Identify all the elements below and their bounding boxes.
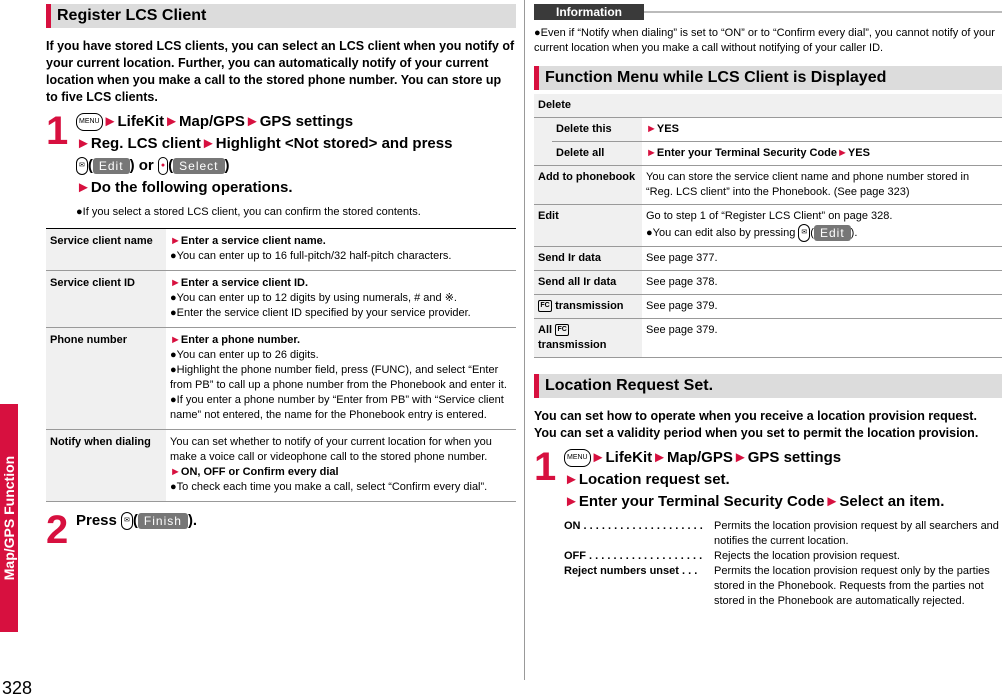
intro-text: If you have stored LCS clients, you can select an LCS client when you notify of your current location. Further, you can automatically notify of your current location when you make a call to the stored phone number. You can store up to five LCS clients. (46, 39, 515, 104)
page-number: 328 (2, 678, 33, 698)
location-step-1: 1 MENU ►LifeKit►Map/GPS►GPS settings ►Location request set. ►Enter your Terminal Security Code►Select an item. (534, 445, 945, 510)
side-tab (0, 404, 18, 632)
section-title-location: Location Request Set. (534, 374, 1002, 398)
section-title-register: Register LCS Client (46, 4, 516, 28)
select-softkey: Select (173, 158, 224, 174)
info-text: ●Even if “Notify when dialing” is set to “ON” or to “Confirm every dial”, you cannot notify of your current location when you make a call without notifying of your caller ID. (534, 27, 995, 54)
location-intro: You can set how to operate when you receive a location provision request. You can set a validity period when you set to permit the location provision. (534, 409, 979, 440)
step-1 (46, 111, 516, 199)
table-row: Service client name ►Enter a service client name. ●You can enter up to 16 full-pitch/32 half-pitch characters. (46, 229, 516, 271)
edit-softkey: Edit (93, 158, 130, 174)
felica-icon: FC (555, 324, 569, 336)
step-2: 2 Press ✉ ( Finish ). (46, 508, 198, 552)
section-title-function-menu: Function Menu while LCS Client is Displayed (534, 66, 1002, 90)
menu-key-icon: MENU (76, 113, 103, 131)
table-row: Phone number ►Enter a phone number. ●You can enter up to 26 digits. ●Highlight the phone number field, press (FUNC), and select “Enter from PB” to call up a phone number from the Phonebook and enter it. ●If you enter a phone number by “Enter from PB” with “Service client name” not entered, the name for the Phonebook entry is entered. (46, 328, 516, 430)
mail-key-icon: ✉ (121, 512, 133, 530)
settings-table (46, 228, 516, 502)
options-list: ON . . . . . . . . . . . . . . . . . . . . Permits the location provision request by all searchers and notifies the current location. OFF . . . . . . . . . . . . . . . . . . . Rejects the location provision request. Reject numbers unset . . . Permits the location provision request only by the parties stored in the Phonebook. Requests from the parties not stored in the Phonebook are automatically rejected. (564, 520, 999, 607)
table-row: Service client ID ►Enter a service client ID. ●You can enter up to 12 digits by using numerals, # and ※. ●Enter the service client ID specified by your service provider. (46, 271, 516, 328)
step-number: 1 (46, 109, 69, 153)
menu-key-icon: MENU (564, 449, 591, 467)
right-column (534, 4, 1002, 609)
felica-icon: FC (538, 300, 552, 312)
function-menu-table: Delete Delete this ►YES Delete all ►Enter your Terminal Security Code►YES Add to phonebook You can store the service client name and phone number stored in “Reg. LCS client” into the Phonebook. (See page 323) Edit Go to step 1 of “Register LCS Client” on page 328. ●You can edit also by pressing ✉ ( Edit ). Send Ir data See page 377. Send all Ir data See page 378. FC transmission See page 379. All FC transmission See page 379. (534, 94, 1002, 358)
mail-key-icon: ✉ (76, 157, 88, 175)
finish-softkey: Finish (138, 513, 188, 529)
center-key-icon: ● (158, 157, 168, 175)
step-note: ●If you select a stored LCS client, you can confirm the stored contents. (76, 206, 421, 218)
info-header: Information (534, 4, 1002, 20)
step-body: MENU ►LifeKit►Map/GPS►GPS settings ►Reg. LCS client►Highlight <Not stored> and press ✉ ( Edit ) or ● ( Select ) ►Do the following operations. (76, 113, 453, 196)
mail-key-icon: ✉ (798, 224, 810, 242)
column-divider (524, 0, 525, 680)
left-column (46, 4, 516, 550)
side-tab-label: Map/GPS Function (1, 455, 17, 581)
table-row: Notify when dialing You can set whether to notify of your current location for when you make a voice call or videophone call to the stored phone number. ►ON, OFF or Confirm every dial ●To check each time you make a call, select “Confirm every dial”. (46, 430, 516, 502)
